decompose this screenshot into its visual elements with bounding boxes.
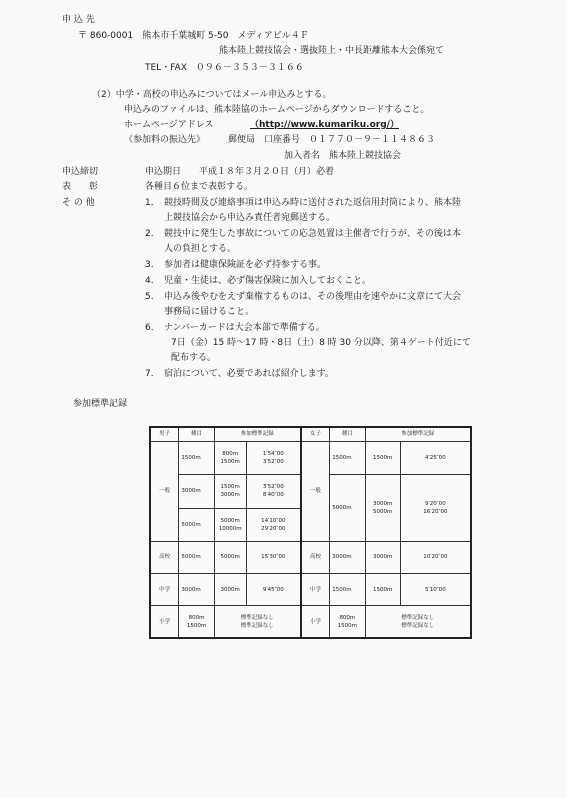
event-header: 種目: [330, 427, 365, 441]
record-cell: 9′20″00 16′20″00: [400, 475, 471, 542]
standard-header: 参加標準記録: [365, 427, 471, 441]
note-number: 6．: [145, 323, 160, 333]
deadline-value: 申込期日 平成１８年３月２０日（月）必着: [145, 167, 335, 177]
account-name: 加入者名 熊本陸上競技協会: [284, 151, 402, 161]
note-line: ナンバーカードは大会本部で準備する。: [164, 323, 325, 333]
distance-cell: 5000m: [214, 541, 246, 573]
distance-cell: 3000m: [214, 574, 246, 606]
category-high-school: 高校: [301, 541, 330, 573]
note-number: 1．: [145, 198, 160, 208]
event-cell: 800m 1500m: [330, 606, 365, 638]
note-line: 競技時間及び連絡事項は申込み時に送付された返信用封筒により、熊本陸: [164, 198, 462, 208]
note-line: 申込み後やむをえず棄権するものは、その後理由を速やかに文章にて大会: [164, 292, 462, 302]
record-cell: 10′20″00: [400, 541, 471, 573]
record-cell: 15′30″00: [246, 541, 301, 573]
award-value: 各種目６位まで表彰する。: [145, 182, 254, 192]
note-line: 競技中に発生した事故についての応急処置は主催者で行うが、その後は本: [164, 229, 461, 239]
event-cell: 3000m: [179, 475, 214, 508]
record-cell: 標準記録なし 標準記録なし: [214, 606, 301, 638]
event-cell: 1500m: [330, 441, 365, 474]
category-middle-school: 中学: [150, 574, 179, 606]
category-elementary: 小学: [150, 606, 179, 638]
record-cell: 3′52″00 8′40″00: [246, 475, 301, 508]
award-label: 表 彰: [62, 182, 99, 192]
note-line: 宿泊について、必要であれば紹介します。: [164, 369, 334, 379]
note-line: 人の負担とする。: [164, 244, 237, 254]
note-number: 5．: [145, 292, 160, 302]
note-line: 上競技協会から申込み責任者宛郵送する。: [164, 213, 336, 223]
event-cell: 5000m: [179, 508, 214, 541]
distance-cell: 1500m 3000m: [214, 475, 246, 508]
standards-table: [149, 426, 472, 639]
tel-fax: TEL・FAX ０９６－３５３－３１６６: [145, 63, 304, 73]
male-header: 男子: [150, 427, 179, 441]
event-cell: 800m 1500m: [179, 606, 214, 638]
event-cell: 1500m: [179, 441, 214, 474]
apply-line-1: （2）中学・高校の申込みについてはメール申込みとする。: [92, 90, 332, 100]
postal-address: 〒 860-0001 熊本市千葉城町 5-50 メディアビル４Ｆ: [78, 31, 309, 41]
record-cell: 1′54″00 3′52″00: [246, 441, 301, 474]
distance-cell: 5000m 10000m: [214, 508, 246, 541]
event-cell: 5000m: [179, 541, 214, 573]
note-number: 3．: [145, 260, 160, 270]
note-line: 配布する。: [171, 353, 217, 363]
distance-cell: 3000m 5000m: [365, 475, 400, 542]
category-general: 一般: [150, 441, 179, 541]
standard-header: 参加標準記録: [214, 427, 301, 441]
other-label: そ の 他: [62, 198, 95, 208]
deadline-label: 申込締切: [62, 167, 99, 177]
record-cell: 5′10″00: [400, 574, 471, 606]
event-cell: 5000m: [330, 475, 365, 542]
note-number: 4．: [145, 276, 160, 286]
event-header: 種目: [179, 427, 214, 441]
event-cell: 3000m: [330, 541, 365, 573]
event-cell: 3000m: [179, 574, 214, 606]
event-cell: 1500m: [330, 574, 365, 606]
distance-cell: 800m 1500m: [214, 441, 246, 474]
record-cell: 標準記録なし 標準記録なし: [365, 606, 471, 638]
category-high-school: 高校: [150, 541, 179, 573]
distance-cell: 1500m: [365, 441, 400, 474]
homepage-label: ホームページアドレス: [124, 120, 214, 130]
note-number: 7．: [145, 369, 160, 379]
application-heading: 申 込 先: [62, 15, 95, 25]
note-line: 事務局に届けること。: [164, 307, 255, 317]
standards-title: 参加標準記録: [73, 399, 128, 409]
category-general: 一般: [301, 441, 330, 541]
transfer-label: 《参加料の振込先》: [124, 135, 206, 145]
distance-cell: 3000m: [365, 541, 400, 573]
record-cell: 4′25″00: [400, 441, 471, 474]
note-line: 児童・生徒は、必ず傷害保険に加入しておくこと。: [164, 276, 372, 286]
transfer-details: 郵便局 口座番号 ０１７７０－９－１１４８６３: [228, 135, 436, 145]
record-cell: 14′10″00 29′20″00: [246, 508, 301, 541]
apply-line-2: 申込みのファイルは、熊本陸協のホームページからダウンロードすること。: [124, 105, 430, 115]
note-number: 2．: [145, 229, 160, 239]
note-line: 7日（金）15 時～17 時・8日（土）8 時 30 分以降、第４ゲート付近にて: [171, 338, 471, 348]
record-cell: 9′45″00: [246, 574, 301, 606]
female-header: 女子: [301, 427, 330, 441]
note-line: 参加者は健康保険証を必ず持参する事。: [164, 260, 327, 270]
category-middle-school: 中学: [301, 574, 330, 606]
addressee: 熊本陸上競技協会・選抜陸上・中長距離熊本大会係宛て: [219, 46, 445, 56]
homepage-url[interactable]: （http://www.kumariku.org/）: [250, 120, 399, 130]
category-elementary: 小学: [301, 606, 330, 638]
distance-cell: 1500m: [365, 574, 400, 606]
